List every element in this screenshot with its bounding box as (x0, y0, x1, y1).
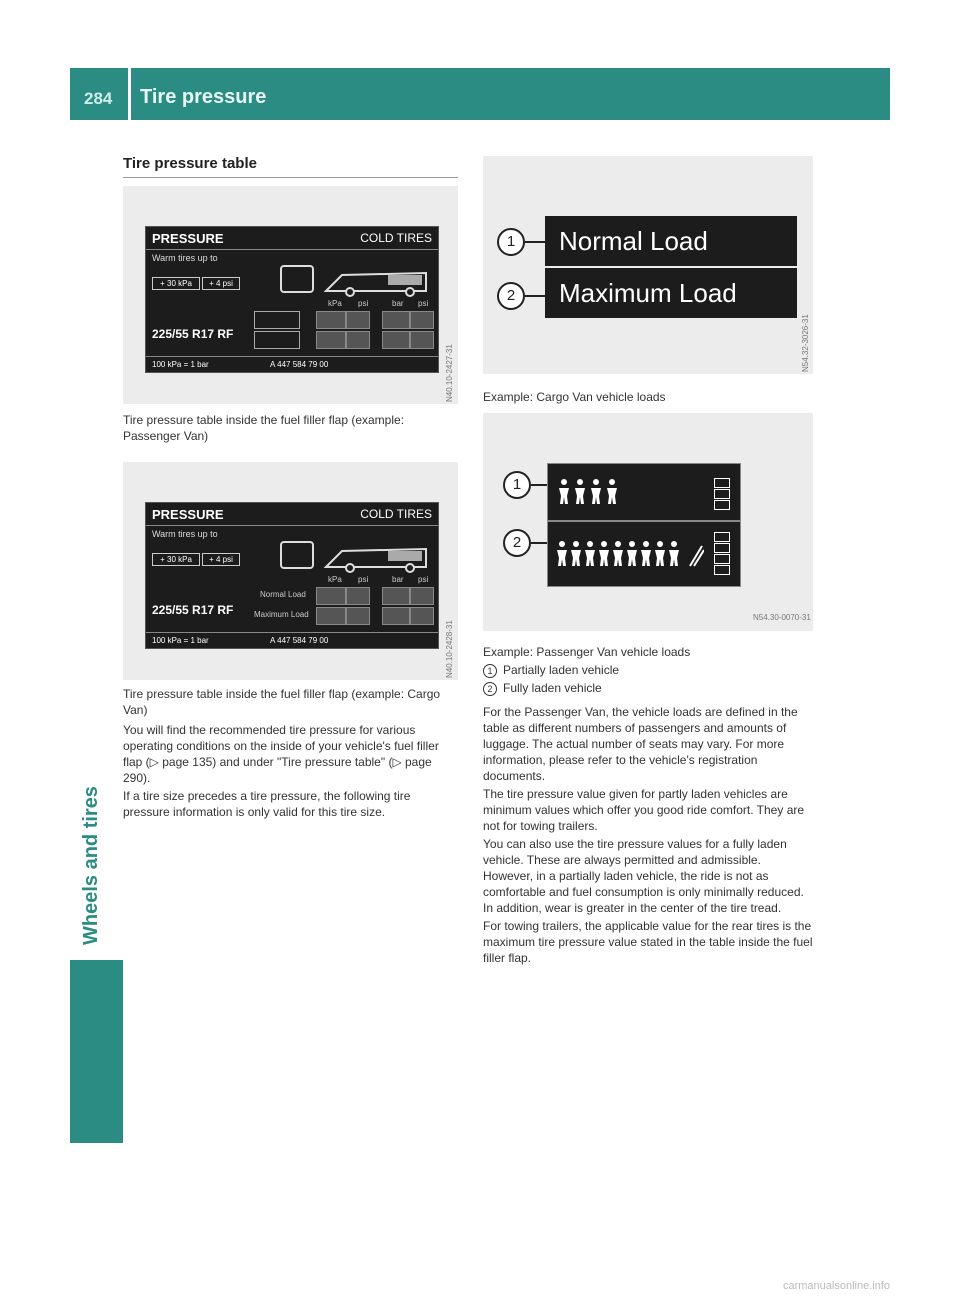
pressure-cell (346, 607, 370, 625)
left-body-text (123, 722, 458, 822)
label-cold-tires-text: COLD TIRES (360, 231, 432, 245)
paragraph: You will find the recommended tire pressure for various operating conditions on the inside of your vehicle's fuel filler flap (▷ page 135) and under "Tire pressure table" (▷ page 290). (123, 723, 439, 785)
watermark-text: carmanualsonline.info (782, 1280, 890, 1292)
callout-2: 2 (503, 529, 531, 557)
page-number: 284 (84, 89, 113, 108)
paragraph: If a tire size precedes a tire pressure, the following tire pressure information is only valid for this tire size. (123, 789, 411, 819)
figure-passenger-van-loads (483, 413, 813, 631)
unit-psi-2: psi (418, 575, 429, 584)
person-icon (570, 540, 582, 566)
callout-line (525, 241, 547, 243)
ski-icon (688, 544, 704, 568)
label-warm-tires-text: Warm tires up to (152, 253, 218, 263)
paragraph: The tire pressure value given for partly laden vehicles are minimum values which offer you good ride comfort. They are not for towing trailers. (483, 787, 805, 833)
van-icon (322, 267, 432, 297)
legend-number-icon: 2 (483, 682, 497, 696)
label-pressure-text: PRESSURE (152, 231, 224, 246)
normal-load-label: Normal Load (260, 590, 306, 599)
person-icon (668, 540, 680, 566)
label-footer-conversion: 100 kPa = 1 bar (152, 636, 209, 645)
person-icon (612, 540, 624, 566)
partial-load-row (547, 463, 741, 521)
callout-1: 1 (503, 471, 531, 499)
legend-item (483, 662, 813, 678)
maximum-load-bar: Maximum Load (545, 268, 797, 318)
figure-caption: Example: Passenger Van vehicle loads (483, 645, 691, 659)
luggage-icon (714, 554, 730, 564)
section-title: Tire pressure table (123, 155, 257, 172)
maximum-load-label: Maximum Load (254, 610, 309, 619)
figure-legend (483, 662, 813, 698)
pressure-cell (316, 587, 346, 605)
header-divider (128, 68, 131, 120)
section-rule (123, 177, 458, 178)
pressure-cell (410, 311, 434, 329)
figure-id: N54.30-0070-31 (753, 613, 811, 622)
figure-id: N40.10-2427-31 (445, 344, 454, 402)
unit-bar-1: bar (392, 575, 404, 584)
person-icon (574, 478, 586, 504)
luggage-icon (714, 500, 730, 510)
figure-caption: Tire pressure table inside the fuel filler flap (example: Cargo Van) (123, 687, 441, 717)
paragraph: You can also use the tire pressure values for a fully laden vehicle. These are always permitted and admissible. However, in a partially laden vehicle, the ride is not as comfortable and fuel consumption is only minimally reduced. In addition, wear is greater in the center of the tire tread. (483, 837, 804, 915)
full-load-row (547, 521, 741, 587)
luggage-icon (714, 543, 730, 553)
label-psi-box: + 4 psi (202, 553, 240, 566)
normal-load-bar: Normal Load (545, 216, 797, 266)
label-tire-size: 225/55 R17 RF (152, 603, 234, 617)
label-warm-tires-text: Warm tires up to (152, 529, 218, 539)
paragraph: For the Passenger Van, the vehicle loads are defined in the table as different numbers of passengers and amounts of luggage. The actual number of seats may vary. For more information, please refer to the vehicle's registration documents. (483, 705, 798, 783)
figure-caption: Example: Cargo Van vehicle loads (483, 390, 666, 404)
tire-pressure-label (145, 226, 439, 373)
pressure-cell (316, 311, 346, 329)
legend-text: Partially laden vehicle (503, 663, 620, 677)
pressure-cell (346, 331, 370, 349)
pressure-cell (410, 607, 434, 625)
label-header (146, 227, 438, 250)
partial-load-icon (254, 311, 300, 329)
pressure-cell (382, 587, 410, 605)
figure-id: N54.32-3026-31 (801, 314, 810, 372)
luggage-icon (714, 489, 730, 499)
person-icon (590, 478, 602, 504)
pressure-cell (410, 331, 434, 349)
person-icon (640, 540, 652, 566)
figure-id: N40.10-2428-31 (445, 620, 454, 678)
person-icon (558, 478, 570, 504)
luggage-icon (714, 478, 730, 488)
pressure-cell (410, 587, 434, 605)
unit-kpa-1: kPa (328, 575, 342, 584)
pressure-cell (382, 607, 410, 625)
label-tire-size: 225/55 R17 RF (152, 327, 234, 341)
unit-psi-1: psi (358, 299, 369, 308)
chapter-side-tab (70, 960, 123, 1143)
book-icon (280, 541, 314, 569)
pressure-cell (346, 311, 370, 329)
pressure-cell (382, 331, 410, 349)
right-body-text (483, 704, 813, 968)
legend-number-icon: 1 (483, 664, 497, 678)
label-cold-tires-text: COLD TIRES (360, 507, 432, 521)
person-icon (556, 540, 568, 566)
luggage-icon (714, 532, 730, 542)
label-footer-part-number: A 447 584 79 00 (270, 636, 329, 645)
book-icon (280, 265, 314, 293)
label-pressure-text: PRESSURE (152, 507, 224, 522)
figure-tire-table-passenger-van (123, 186, 458, 404)
label-footer (146, 356, 438, 372)
pressure-cell (316, 331, 346, 349)
van-icon (322, 543, 432, 573)
unit-bar-1: bar (392, 299, 404, 308)
legend-item (483, 680, 813, 696)
page-title: Tire pressure (140, 86, 267, 108)
pressure-cell (382, 311, 410, 329)
legend-text: Fully laden vehicle (503, 681, 602, 695)
figure-caption: Tire pressure table inside the fuel filler flap (example: Passenger Van) (123, 413, 405, 443)
callout-1: 1 (497, 228, 525, 256)
unit-kpa-1: kPa (328, 299, 342, 308)
person-icon (584, 540, 596, 566)
label-header (146, 503, 438, 526)
figure-tire-table-cargo-van (123, 462, 458, 680)
full-load-icon (254, 331, 300, 349)
luggage-icon (714, 565, 730, 575)
callout-line (525, 295, 547, 297)
person-icon (606, 478, 618, 504)
unit-psi-2: psi (418, 299, 429, 308)
label-footer-conversion: 100 kPa = 1 bar (152, 360, 209, 369)
pressure-cell (346, 587, 370, 605)
label-kpa-box: + 30 kPa (152, 553, 200, 566)
label-footer (146, 632, 438, 648)
label-kpa-box: + 30 kPa (152, 277, 200, 290)
callout-2: 2 (497, 282, 525, 310)
pressure-cell (316, 607, 346, 625)
person-icon (654, 540, 666, 566)
person-icon (598, 540, 610, 566)
figure-cargo-van-loads (483, 156, 813, 374)
tire-pressure-label (145, 502, 439, 649)
unit-psi-1: psi (358, 575, 369, 584)
person-icon (626, 540, 638, 566)
label-psi-box: + 4 psi (202, 277, 240, 290)
label-footer-part-number: A 447 584 79 00 (270, 360, 329, 369)
paragraph: For towing trailers, the applicable value for the rear tires is the maximum tire pressure value stated in the table inside the fuel filler flap. (483, 919, 813, 965)
